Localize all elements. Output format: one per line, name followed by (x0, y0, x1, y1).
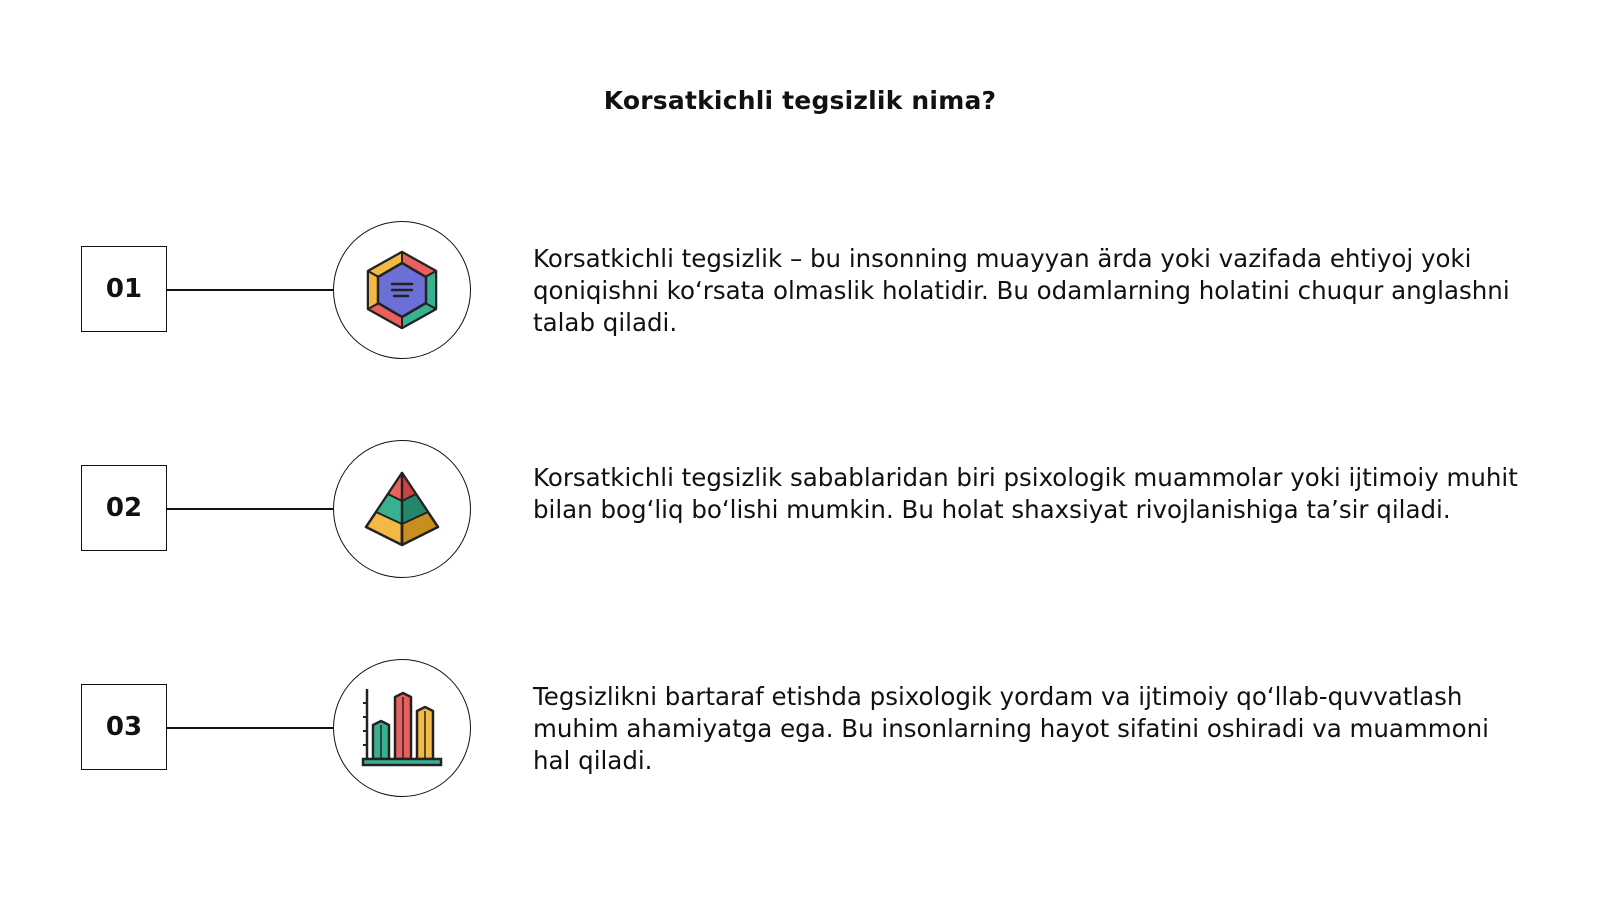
list-item (0, 221, 1600, 361)
icon-circle (333, 221, 471, 359)
item-text: Korsatkichli tegsizlik – bu insonning muayyan ärda yoki vazifada ehtiyoj yoki qoniqishni ko‘rsata olmaslik holatidir. Bu odamlarning holatini chuqur anglashni talab qiladi. (533, 244, 1510, 337)
item-number: 01 (81, 246, 167, 332)
list-item (0, 440, 1600, 580)
pyramid-icon (362, 469, 442, 549)
icon-circle (333, 440, 471, 578)
slide-title: Korsatkichli tegsizlik nima? (603, 86, 997, 115)
icon-circle (333, 659, 471, 797)
connector-line (167, 508, 333, 510)
bar-chart-icon (361, 687, 443, 769)
hexagon-document-icon (364, 250, 440, 330)
connector-line (167, 727, 333, 729)
item-number: 02 (81, 465, 167, 551)
connector-line (167, 289, 333, 291)
list-item (0, 659, 1600, 799)
item-text: Korsatkichli tegsizlik sabablaridan biri psixologik muammolar yoki ijtimoiy muhit bilan bog‘liq bo‘lishi mumkin. Bu holat shaxsiyat rivojlanishiga ta’sir qiladi. (533, 463, 1518, 524)
item-text: Tegsizlikni bartaraf etishda psixologik yordam va ijtimoiy qo‘llab-quvvatlash muhim ahamiyatga ega. Bu insonlarning hayot sifatini oshiradi va muammoni hal qiladi. (533, 682, 1489, 775)
item-number: 03 (81, 684, 167, 770)
